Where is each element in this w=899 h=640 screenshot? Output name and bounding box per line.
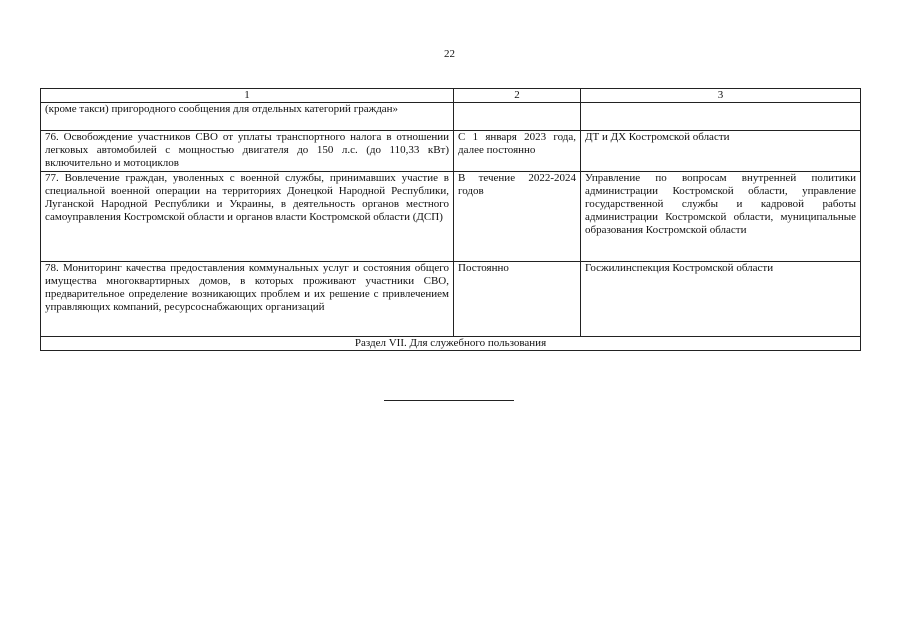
measure-cell: 77. Вовлечение граждан, уволенных с военной службы, принимавших участие в специальной военной операции на территориях Донецкой Народной Республики, Луганской Народной Республики и Украины, в деятельность органов местного самоуправления Костромской области и органов власти Костромской области (ДСП): [41, 172, 454, 262]
table-row: [41, 131, 861, 172]
column-header-3: 3: [581, 89, 861, 103]
term-cell: [454, 103, 581, 131]
table-header-row: [41, 89, 861, 103]
executor-cell: Управление по вопросам внутренней политики администрации Костромской области, управление государственной службы и кадровой работы администрации Костромской области, муниципальные образования Костромской области: [581, 172, 861, 262]
term-cell: Постоянно: [454, 262, 581, 337]
measure-cell: 76. Освобождение участников СВО от уплаты транспортного налога в отношении легковых автомобилей с мощностью двигателя до 150 л.с. (до 110,33 кВт) включительно и мотоциклов: [41, 131, 454, 172]
executor-cell: ДТ и ДХ Костромской области: [581, 131, 861, 172]
measure-cell: 78. Мониторинг качества предоставления коммунальных услуг и состояния общего имущества многоквартирных домов, в которых проживают участники СВО, предварительное определение возникающих проблем и их решение с привлечением управляющих компаний, ресурсоснабжающих организаций: [41, 262, 454, 337]
section-heading: Раздел VII. Для служебного пользования: [41, 337, 861, 351]
table-row: [41, 262, 861, 337]
executor-cell: [581, 103, 861, 131]
measures-table: [40, 88, 861, 351]
term-cell: В течение 2022-2024 годов: [454, 172, 581, 262]
closing-rule: [384, 400, 514, 401]
table-row: [41, 172, 861, 262]
table-row: [41, 103, 861, 131]
column-header-1: 1: [41, 89, 454, 103]
term-cell: С 1 января 2023 года, далее постоянно: [454, 131, 581, 172]
measure-cell: (кроме такси) пригородного сообщения для отдельных категорий граждан»: [41, 103, 454, 131]
executor-cell: Госжилинспекция Костромской области: [581, 262, 861, 337]
page-number: 22: [444, 48, 455, 60]
section-row: [41, 337, 861, 351]
column-header-2: 2: [454, 89, 581, 103]
